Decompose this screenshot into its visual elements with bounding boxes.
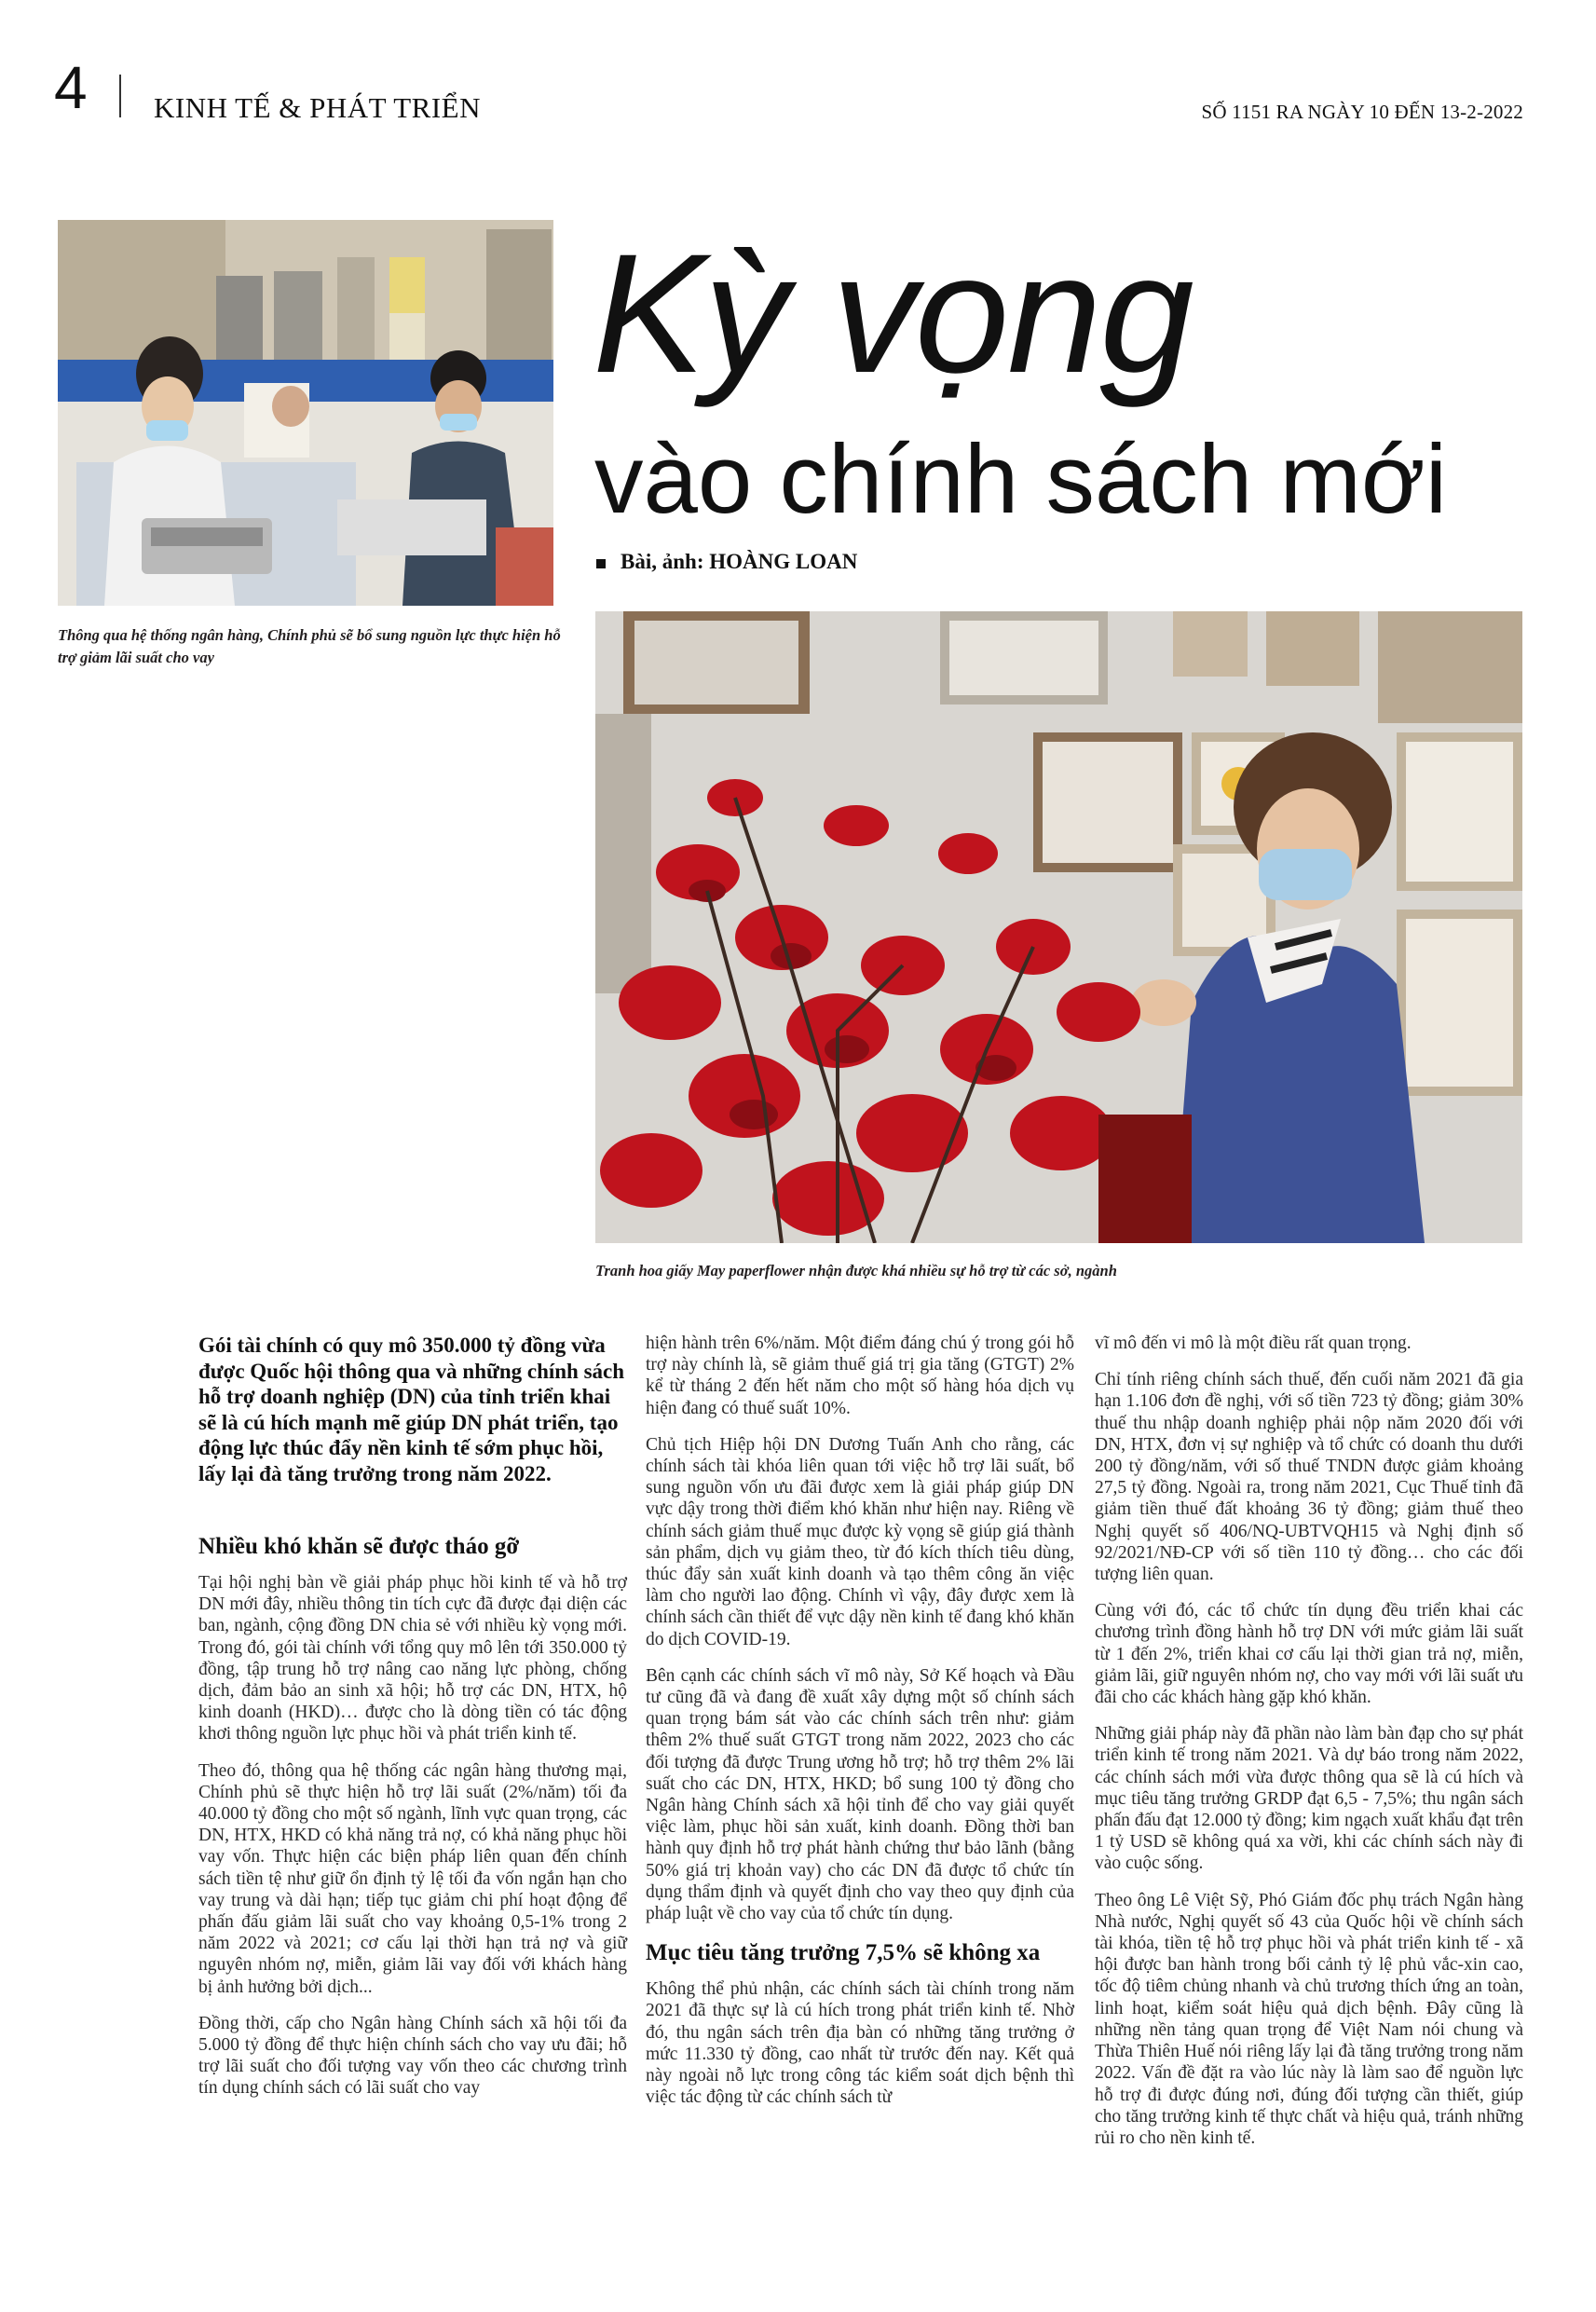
subheading-1: Nhiều khó khăn sẽ được tháo gỡ (198, 1534, 520, 1559)
paragraph: Tại hội nghị bàn về giải pháp phục hồi kinh tế và hỗ trợ DN mới đây, nhiều thông tin tích cực đã được đại diện các ban, ngành, cộng đồng DN chia sẻ với nhiều kỳ vọng mới. Trong đó, gói tài chính với tổng quy mô lên tới 350.000 tỷ đồng, tập trung hỗ trợ nâng cao năng lực phòng, chống dịch, đảm bảo an sinh xã hội; hỗ trợ các DN, HTX, hộ kinh doanh (HKD)… được cho là dòng tiền có tác động khơi thông nguồn lực phục hồi và phát triển kinh tế. (198, 1573, 627, 1744)
article-title-line1: Kỳ vọng (593, 218, 1193, 408)
byline-label: Bài, ảnh: (621, 550, 704, 573)
paragraph: Cùng với đó, các tổ chức tín dụng đều triển khai các chương trình đồng hành hỗ trợ DN với mức giảm lãi suất từ 1 đến 2%, triển khai cơ cấu lại thời gian trả nợ, miễn, giảm lãi, giữ nguyên nhóm nợ, cho vay mới với lãi suất ưu đãi cho các khách hàng gặp khó khăn. (1095, 1601, 1523, 1708)
paragraph: Bên cạnh các chính sách vĩ mô này, Sở Kế hoạch và Đầu tư cũng đã và đang đề xuất xây dựng một số chính sách quan trọng bám sát vào các chính sách trên như: giảm thêm 2% thuế suất GTGT trong năm 2022, 2023 cho các đối tượng đã được Trung ương hỗ trợ; hỗ trợ thêm 2% lãi suất cho các DN, HTX, HKD; bổ sung 100 tỷ đồng cho Ngân hàng Chính sách xã hội tỉnh để cho vay giải quyết việc làm, phục hồi sản xuất, kinh doanh. Đồng thời ban hành quy định hỗ trợ phát hành chứng thư bảo lãnh (bằng 50% giá trị khoản vay) cho các DN đã được tổ chức tín dụng thẩm định và quyết định cho vay theo quy định của pháp luật về cho vay của tổ chức tín dụng. (646, 1665, 1074, 1924)
bank-office-photo (58, 220, 553, 606)
paragraph: Chỉ tính riêng chính sách thuế, đến cuối năm 2021 đã gia hạn 1.106 đơn đề nghị, với số tiền 723 tỷ đồng; giảm 30% thuế thu nhập doanh nghiệp phải nộp năm 2020 đối với DN, HTX, đơn vị sự nghiệp và tổ chức có doanh thu dưới 200 tỷ đồng/năm, với số thuế TNDN được giảm khoảng 27,5 tỷ đồng. Ngoài ra, trong năm 2021, Cục Thuế tỉnh đã giảm tiền thuế đất khoảng 36 tỷ đồng; giảm thuế theo Nghị quyết số 406/NQ-UBTVQH15 và Nghị định số 92/2021/NĐ-CP với số tiền 110 tỷ đồng… cho các đối tượng liên quan. (1095, 1370, 1523, 1585)
paragraph: Theo đó, thông qua hệ thống các ngân hàng thương mại, Chính phủ sẽ thực hiện hỗ trợ lãi suất (2%/năm) tối đa 40.000 tỷ đồng cho một số ngành, lĩnh vực quan trọng, các DN, HTX, HKD có khả năng trả nợ, có khả năng phục hồi vay vốn. Thực hiện các biện pháp liên quan đến chính sách tiền tệ như giữ ổn định tỷ lệ tối đa vốn ngắn hạn cho vay trung và dài hạn; tiếp tục giảm chi phí hoạt động để phấn đấu giảm lãi suất cho vay khoảng 0,5-1% trong 2 năm 2022 và 2021; cơ cấu lại thời hạn trả nợ và giữ nguyên nhóm nợ, miễn, giảm lãi vay đối với khách hàng bị ảnh hưởng bởi dịch... (198, 1760, 627, 1997)
header-divider (119, 75, 121, 117)
body-column-2 (646, 1333, 1074, 2124)
photo2-caption: Tranh hoa giấy May paperflower nhận được khá nhiều sự hỗ trợ từ các sở, ngành (595, 1262, 1117, 1279)
subheading-2: Mục tiêu tăng trưởng 7,5% sẽ không xa (646, 1940, 1041, 1966)
body-column-3 (1095, 1333, 1523, 2164)
photo1-caption: Thông qua hệ thống ngân hàng, Chính phủ sẽ bổ sung nguồn lực thực hiện hỗ trợ giảm lãi suất cho vay (58, 626, 561, 666)
article-title-line2: vào chính sách mới (594, 425, 1448, 534)
paragraph: hiện hành trên 6%/năm. Một điểm đáng chú ý trong gói hỗ trợ này chính là, sẽ giảm thuế giá trị gia tăng (GTGT) 2% kể từ tháng 2 đến hết năm cho một số hàng hóa dịch vụ hiện đang có thuế suất 10%. (646, 1334, 1074, 1418)
paragraph: Không thể phủ nhận, các chính sách tài chính trong năm 2021 đã thực sự là cú hích trong phát triển kinh tế. Nhờ đó, thu ngân sách trên địa bàn có những tăng trưởng ở mức 11.330 tỷ đồng, cao nhất từ trước đến nay. Kết quả này ngoài nỗ lực trong công tác kiểm soát dịch bệnh thì việc tác động từ các chính sách từ (646, 1979, 1074, 2108)
bullet-square-icon (596, 559, 606, 568)
paragraph: Theo ông Lê Việt Sỹ, Phó Giám đốc phụ trách Ngân hàng Nhà nước, Nghị quyết số 43 của Quốc hội về chính sách tài khóa, tiền tệ hỗ trợ phục hồi và phát triển kinh tế - xã hội được ban hành trong bối cảnh tỷ lệ phủ vắc-xin cao, tốc độ tiêm chủng nhanh và chủ trương thích ứng an toàn, linh hoạt, kiểm soát hiệu quả dịch bệnh. Đây cũng là những nền tảng quan trọng để Việt Nam nói chung và Thừa Thiên Huế nói riêng lấy lại đà tăng trưởng trong năm 2022. Vấn đề đặt ra vào lúc này là làm sao để nguồn lực hỗ trợ đi được đúng nơi, đúng đối tượng cần thiết, giúp cho tăng trưởng kinh tế thực chất và hiệu quả, tránh những rủi ro cho nền kinh tế. (1095, 1890, 1523, 2148)
body-column-1 (198, 1333, 627, 2114)
paragraph: Chủ tịch Hiệp hội DN Dương Tuấn Anh cho rằng, các chính sách tài khóa liên quan tới việc hỗ trợ lãi suất, bổ sung nguồn vốn ưu đãi được xem là giải pháp giúp DN vực dậy trong thời điểm khó khăn như hiện nay. Riêng về chính sách giảm thuế mục được kỳ vọng sẽ giúp giá thành sản phẩm, dịch vụ giảm theo, từ đó kích thích tiêu dùng, thúc đẩy sản xuất kinh doanh và tạo thêm công ăn việc làm cho người lao động. Chính vì vậy, đây được xem là chính sách cần thiết để vực dậy nền kinh tế đang khó khăn do dịch COVID-19. (646, 1434, 1074, 1649)
paragraph: Những giải pháp này đã phần nào làm bàn đạp cho sự phát triển kinh tế trong năm 2021. Và dự báo trong năm 2022, các chính sách mới vừa được thông qua sẽ là cú hích và mục tiêu tăng trưởng GRDP đạt 6,5 - 7,5%; thu ngân sách phấn đấu đạt 12.000 tỷ đồng; kim ngạch xuất khẩu đạt trên 1 tỷ USD sẽ không quá xa vời, khi các chính sách này đi vào cuộc sống. (1095, 1724, 1523, 1874)
issue-info: SỐ 1151 RA NGÀY 10 ĐẾN 13-2-2022 (1201, 101, 1523, 123)
byline (596, 550, 857, 574)
byline-author: HOÀNG LOAN (709, 550, 858, 573)
page-number: 4 (54, 54, 88, 121)
paper-flower-photo (595, 611, 1522, 1243)
paragraph: Đồng thời, cấp cho Ngân hàng Chính sách xã hội tối đa 5.000 tỷ đồng để thực hiện chính sách cho vay ưu đãi; hỗ trợ lãi suất cho đối tượng vay vốn theo các chương trình tín dụng chính sách có lãi suất cho vay (198, 2013, 627, 2099)
paragraph: vĩ mô đến vi mô là một điều rất quan trọng. (1095, 1334, 1412, 1353)
article-lead: Gói tài chính có quy mô 350.000 tỷ đồng vừa được Quốc hội thông qua và những chính sách hỗ trợ doanh nghiệp (DN) của tỉnh triển khai sẽ là cú hích mạnh mẽ giúp DN phát triển, tạo động lực thúc đẩy nền kinh tế sớm phục hồi, lấy lại đà tăng trưởng trong năm 2022. (198, 1334, 625, 1485)
section-title: KINH TẾ & PHÁT TRIỂN (154, 91, 481, 124)
